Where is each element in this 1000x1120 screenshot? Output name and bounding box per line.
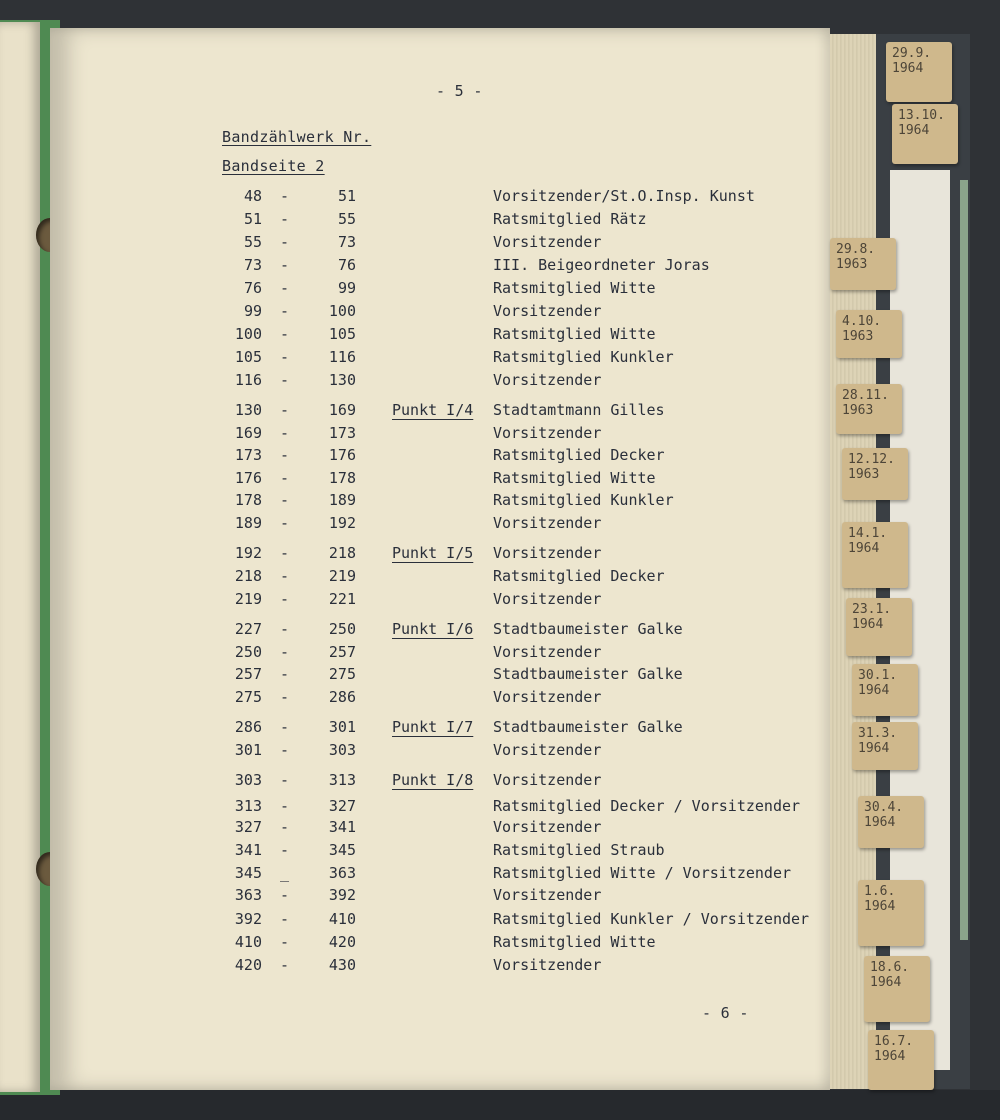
speaker-name: Vorsitzender [493,233,602,251]
speaker-name: Stadtbaumeister Galke [493,620,683,638]
binder-bottom-edge [0,1090,1000,1120]
date-tab-day: 30.1. [858,668,898,683]
speaker-name: Vorsitzender [493,302,602,320]
range-start: 55 [243,233,262,251]
heading-bandseite: Bandseite 2 [222,157,325,175]
range-start: 341 [234,841,262,859]
date-tab[interactable] [836,310,902,358]
date-tab-day: 4.10. [842,314,882,329]
range-start: 345 [234,864,262,882]
speaker-name: Vorsitzender [493,544,602,562]
range-start: 275 [234,688,262,706]
speaker-name: Ratsmitglied Straub [493,841,665,859]
date-tab-year: 1964 [858,683,890,698]
range-dash: - [280,210,290,228]
range-dash: - [280,818,290,836]
date-tab[interactable] [864,956,930,1022]
range-end: 116 [328,348,356,366]
speaker-name: Vorsitzender [493,771,602,789]
range-dash: - [280,302,290,320]
range-end: 221 [328,590,356,608]
date-tab-year: 1963 [842,403,874,418]
speaker-name: Vorsitzender [493,956,602,974]
agenda-item: Punkt I/5 [392,544,474,562]
speaker-name: Ratsmitglied Decker [493,567,665,585]
range-dash: - [280,567,290,585]
range-dash: - [280,590,290,608]
date-tab-day: 18.6. [870,960,910,975]
speaker-name: Ratsmitglied Kunkler / Vorsitzender [493,910,810,928]
date-tab[interactable] [868,1030,934,1090]
range-start: 51 [243,210,262,228]
range-dash: - [280,401,290,419]
range-dash: - [280,424,290,442]
range-end: 250 [328,620,356,638]
range-start: 227 [234,620,262,638]
date-tab-day: 14.1. [848,526,888,541]
range-start: 410 [234,933,262,951]
range-start: 218 [234,567,262,585]
binder-green-strip [960,180,968,940]
date-tab[interactable] [852,664,918,716]
date-tab-day: 1.6. [864,884,896,899]
range-dash: - [280,544,290,562]
range-dash: - [280,886,290,904]
date-tab-year: 1963 [836,257,868,272]
range-end: 327 [328,797,356,815]
range-start: 176 [234,469,262,487]
range-start: 420 [234,956,262,974]
range-end: 99 [337,279,356,297]
agenda-item: Punkt I/6 [392,620,474,638]
range-dash: - [280,491,290,509]
speaker-name: Ratsmitglied Kunkler [493,491,674,509]
range-start: 116 [234,371,262,389]
speaker-name: Vorsitzender [493,886,602,904]
range-dash: - [280,933,290,951]
date-tab-year: 1964 [898,123,930,138]
date-tab-year: 1964 [870,975,902,990]
date-tab-day: 12.12. [848,452,895,467]
date-tab-year: 1964 [874,1049,906,1064]
date-tab-year: 1964 [848,541,880,556]
speaker-name: Stadtamtmann Gilles [493,401,665,419]
range-end: 303 [328,741,356,759]
range-start: 178 [234,491,262,509]
range-start: 286 [234,718,262,736]
range-start: 219 [234,590,262,608]
agenda-item: Punkt I/8 [392,771,474,789]
range-end: 363 [328,864,356,882]
speaker-name: Ratsmitglied Witte [493,325,656,343]
range-end: 51 [337,187,356,205]
date-tab-year: 1964 [864,899,896,914]
date-tab[interactable] [852,722,918,770]
speaker-name: Stadtbaumeister Galke [493,718,683,736]
date-tab-day: 29.8. [836,242,876,257]
date-tab-year: 1964 [864,815,896,830]
range-start: 169 [234,424,262,442]
date-tab-day: 30.4. [864,800,904,815]
range-end: 55 [337,210,356,228]
speaker-name: Ratsmitglied Decker / Vorsitzender [493,797,801,815]
range-start: 48 [243,187,262,205]
speaker-name: Vorsitzender [493,643,602,661]
range-start: 100 [234,325,262,343]
range-end: 169 [328,401,356,419]
speaker-name: Ratsmitglied Witte [493,933,656,951]
agenda-item: Punkt I/7 [392,718,474,736]
date-tab[interactable] [858,796,924,848]
speaker-name: Vorsitzender [493,371,602,389]
left-page-stack [0,22,40,1092]
page-footer-next: - 6 - [702,1004,749,1022]
range-start: 76 [243,279,262,297]
range-dash: - [280,187,290,205]
date-tab-day: 31.3. [858,726,898,741]
range-end: 176 [328,446,356,464]
speaker-name: Vorsitzender [493,818,602,836]
range-start: 363 [234,886,262,904]
range-end: 392 [328,886,356,904]
date-tab[interactable] [886,42,952,102]
range-end: 218 [328,544,356,562]
heading-bandzaehlwerk: Bandzählwerk Nr. [222,128,372,146]
date-tab[interactable] [842,522,908,588]
range-end: 275 [328,665,356,683]
range-dash: - [280,688,290,706]
date-tab-year: 1964 [858,741,890,756]
speaker-name: Ratsmitglied Rätz [493,210,647,228]
range-dash: - [280,371,290,389]
speaker-name: Ratsmitglied Decker [493,446,665,464]
range-end: 341 [328,818,356,836]
range-start: 130 [234,401,262,419]
date-tab[interactable] [842,448,908,500]
speaker-name: Ratsmitglied Witte / Vorsitzender [493,864,792,882]
date-tab-year: 1964 [892,61,924,76]
range-start: 189 [234,514,262,532]
range-end: 219 [328,567,356,585]
range-end: 73 [337,233,356,251]
range-end: 420 [328,933,356,951]
range-dash: - [280,841,290,859]
range-start: 301 [234,741,262,759]
range-dash: - [280,348,290,366]
range-end: 189 [328,491,356,509]
speaker-name: Vorsitzender [493,514,602,532]
date-tab[interactable] [892,104,958,164]
range-dash: _ [280,864,290,882]
range-start: 303 [234,771,262,789]
range-end: 173 [328,424,356,442]
range-start: 99 [243,302,262,320]
range-start: 173 [234,446,262,464]
range-dash: - [280,469,290,487]
speaker-name: Vorsitzender [493,741,602,759]
page-number: - 5 - [436,82,483,100]
range-dash: - [280,233,290,251]
date-tab-day: 13.10. [898,108,945,123]
date-tab-year: 1963 [848,467,880,482]
speaker-name: Vorsitzender [493,424,602,442]
range-dash: - [280,643,290,661]
speaker-name: Ratsmitglied Kunkler [493,348,674,366]
range-start: 257 [234,665,262,683]
range-end: 105 [328,325,356,343]
speaker-name: III. Beigeordneter Joras [493,256,710,274]
range-start: 313 [234,797,262,815]
range-start: 250 [234,643,262,661]
range-start: 392 [234,910,262,928]
range-dash: - [280,325,290,343]
agenda-item: Punkt I/4 [392,401,474,419]
date-tab[interactable] [846,598,912,656]
date-tab-day: 23.1. [852,602,892,617]
date-tab[interactable] [858,880,924,946]
date-tab-day: 29.9. [892,46,932,61]
range-dash: - [280,797,290,815]
range-start: 327 [234,818,262,836]
speaker-name: Stadtbaumeister Galke [493,665,683,683]
date-tab-day: 28.11. [842,388,889,403]
range-dash: - [280,279,290,297]
speaker-name: Vorsitzender [493,590,602,608]
date-tab-year: 1964 [852,617,884,632]
date-tab[interactable] [830,238,896,290]
range-end: 345 [328,841,356,859]
range-end: 257 [328,643,356,661]
range-end: 192 [328,514,356,532]
range-dash: - [280,514,290,532]
range-dash: - [280,718,290,736]
range-end: 313 [328,771,356,789]
range-end: 286 [328,688,356,706]
range-start: 73 [243,256,262,274]
range-end: 410 [328,910,356,928]
speaker-name: Vorsitzender/St.O.Insp. Kunst [493,187,755,205]
speaker-name: Ratsmitglied Witte [493,279,656,297]
range-end: 100 [328,302,356,320]
date-tab-year: 1963 [842,329,874,344]
range-start: 192 [234,544,262,562]
range-dash: - [280,771,290,789]
range-end: 130 [328,371,356,389]
range-dash: - [280,741,290,759]
speaker-name: Vorsitzender [493,688,602,706]
date-tab-day: 16.7. [874,1034,914,1049]
range-start: 105 [234,348,262,366]
range-dash: - [280,446,290,464]
range-dash: - [280,665,290,683]
range-dash: - [280,620,290,638]
date-tab[interactable] [836,384,902,434]
speaker-name: Ratsmitglied Witte [493,469,656,487]
range-end: 430 [328,956,356,974]
range-end: 178 [328,469,356,487]
range-dash: - [280,256,290,274]
range-dash: - [280,910,290,928]
range-end: 76 [337,256,356,274]
range-dash: - [280,956,290,974]
range-end: 301 [328,718,356,736]
